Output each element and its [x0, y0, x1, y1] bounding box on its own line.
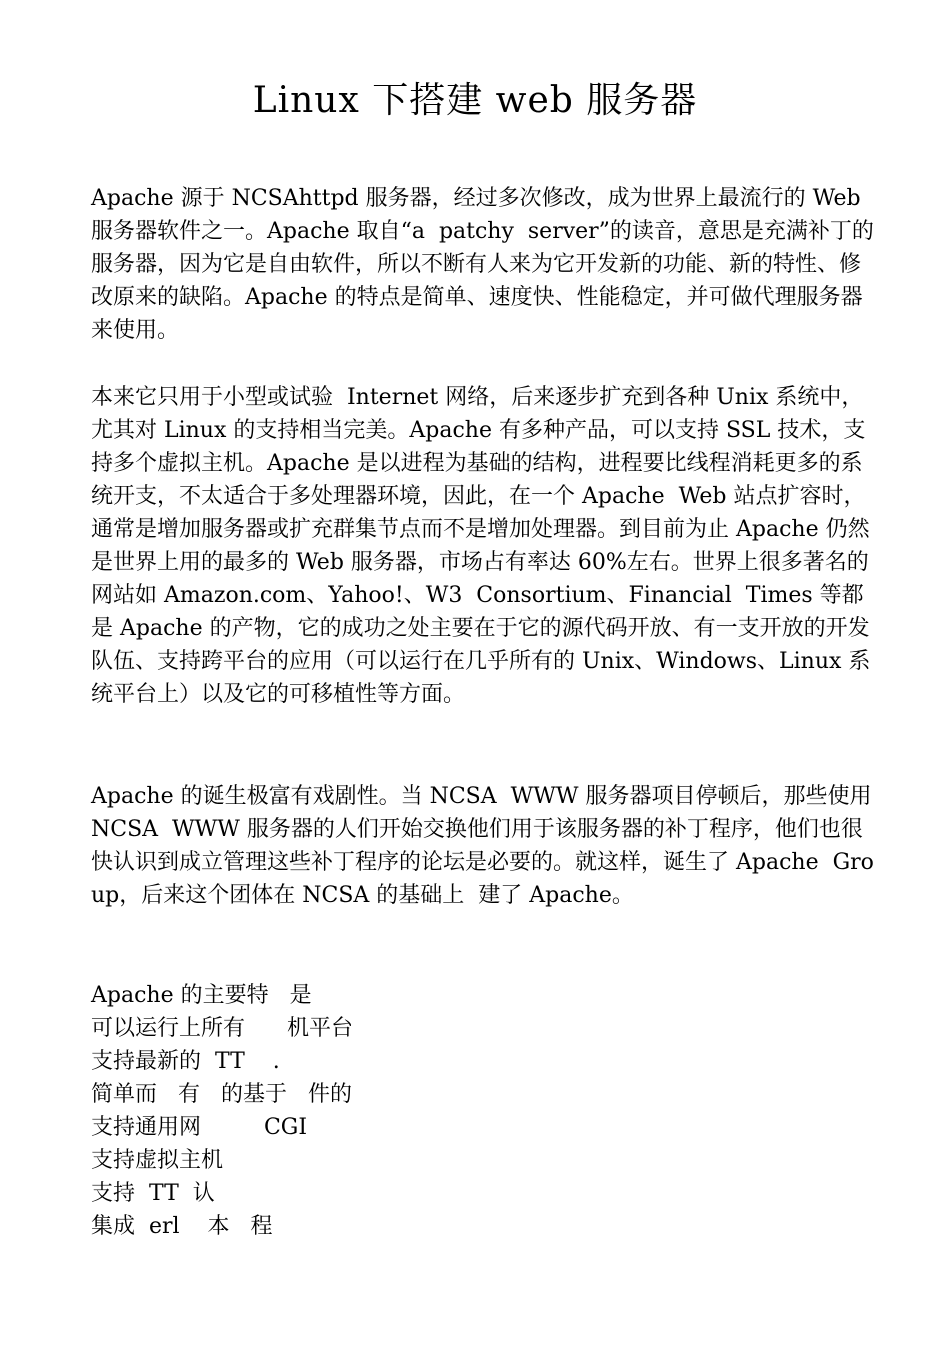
- paragraph-origin: Apache 的诞生极富有戏剧性。当 NCSA WWW 服务器项目停顿后，那些使用 NCSA WWW 服务器的人们开始交换他们用于该服务器的补丁程序，他们也很快认识到成立管理这些补丁程序的论坛是必要的。就这样，诞生了 Apache Group，后来这个团体在 NCSA 的基础上 建了 Apache。: [91, 784, 879, 908]
- feature-list: [91, 979, 691, 1243]
- paragraph-intro: Apache 源于 NCSAhttpd 服务器，经过多次修改，成为世界上最流行的 Web 服务器软件之一。Apache 取自“a patchy server”的读音，意思是充满补丁的服务器，因为它是自由软件，所以不断有人来为它开发新的功能、新的特性、修改原来的缺陷。Apache 的特点是简单、速度快、性能稳定，并可做代理服务器来使用。: [91, 186, 874, 343]
- list-item: Apache 的主要特 是: [91, 983, 312, 1008]
- list-item: 可以运行上所有 机平台: [91, 1016, 353, 1041]
- list-item: 简单而 有 的基于 件的: [91, 1082, 352, 1107]
- page-title: Linux 下搭建 web 服务器: [252, 80, 698, 121]
- list-item: 支持虚拟主机: [91, 1148, 224, 1173]
- paragraph-history: 本来它只用于小型或试验 Internet 网络，后来逐步扩充到各种 Unix 系统中，尤其对 Linux 的支持相当完美。Apache 有多种产品，可以支持 SSL 技术，支持多个虚拟主机。Apache 是以进程为基础的结构，进程要比线程消耗更多的系统开支，不太适合于多处理器环境，因此，在一个 Apache Web 站点扩容时，通常是增加服务器或扩充群集节点而不是增加处理器。到目前为止 Apache 仍然是世界上用的最多的 Web 服务器，市场占有率达 60%左右。世界上很多著名的网站如 Amazon.com、Yahoo!、W3 Consortium、Financial Times 等都是 Apache 的产物，它的成功之处主要在于它的源代码开放、有一支开放的开发队伍、支持跨平台的应用（可以运行在几乎所有的 Unix、Windows、Linux 系统平台上）以及它的可移植性等方面。: [91, 385, 871, 707]
- list-item: 支持最新的 TT .: [91, 1049, 280, 1074]
- list-item: 支持通用网 CGI: [91, 1115, 308, 1140]
- list-item: 支持 TT 认: [91, 1181, 215, 1206]
- list-item: 集成 erl 本 程: [91, 1214, 273, 1239]
